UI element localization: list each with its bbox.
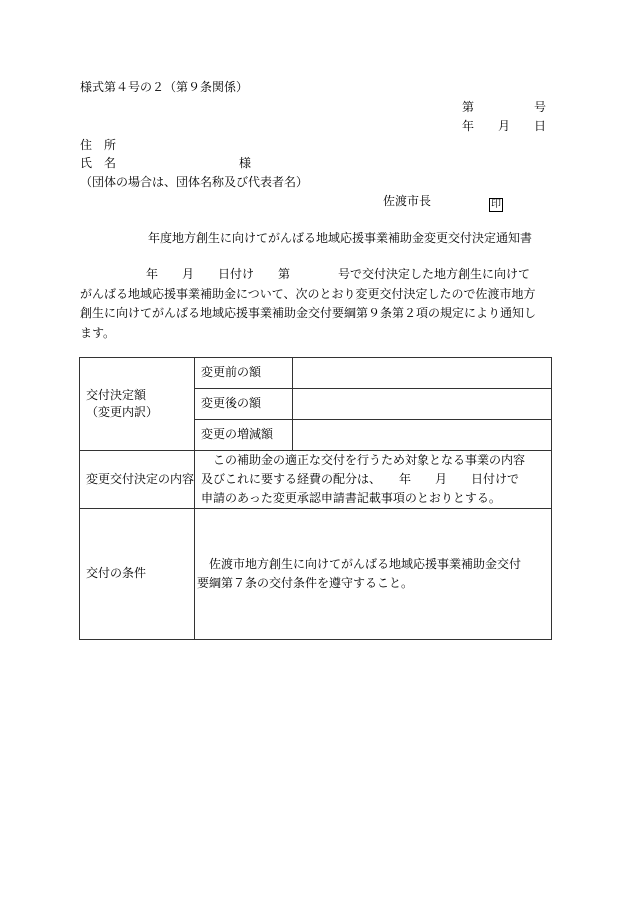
change-content-line: 及びこれに要する経費の配分は、 年 月 日付けで — [201, 472, 520, 486]
diff-amount-label: 変更の増減額 — [195, 420, 293, 451]
amount-sublabel: （変更内訳） — [86, 405, 159, 419]
amount-label: 交付決定額 — [86, 387, 147, 402]
body-line: ます。 — [80, 325, 116, 340]
before-amount-label: 変更前の額 — [195, 358, 293, 389]
condition-label: 交付の条件 — [80, 509, 195, 640]
issuer-row — [383, 193, 503, 212]
name-row — [80, 155, 251, 172]
condition-line: 要綱第７条の交付条件を遵守すること。 — [197, 576, 414, 590]
diff-amount-value — [293, 420, 552, 451]
before-amount-value — [293, 358, 552, 389]
name-label: 氏 名 — [80, 156, 117, 170]
condition-line: 佐渡市地方創生に向けてがんばる地域応援事業補助金交付 — [209, 557, 522, 571]
change-content-line: この補助金の適正な交付を行うため対象となる事業の内容 — [213, 453, 526, 467]
decision-table — [79, 357, 552, 640]
condition-cell — [195, 509, 552, 640]
document-title: 年度地方創生に向けてがんばる地域応援事業補助金変更交付決定通知書 — [148, 231, 533, 245]
amount-label-cell — [80, 358, 195, 451]
after-amount-value — [293, 389, 552, 420]
body-line: 創生に向けてがんばる地域応援事業補助金交付要綱第９条第２項の規定により通知し — [80, 306, 537, 320]
mayor-name: 佐渡市長 — [383, 194, 432, 208]
change-content-cell — [195, 451, 552, 509]
form-number: 様式第４号の２（第９条関係） — [80, 80, 249, 94]
body-line: 年 月 日付け 第 号で交付決定した地方創生に向けて — [146, 267, 531, 281]
after-amount-label: 変更後の額 — [195, 389, 293, 420]
notice-body — [80, 265, 550, 343]
change-content-label: 変更交付決定の内容 — [80, 451, 195, 509]
honorific: 様 — [239, 156, 252, 170]
address-label: 住 所 — [80, 138, 117, 152]
group-note: （団体の場合は、団体名称及び代表者名） — [80, 175, 309, 189]
body-line: がんばる地域応援事業補助金について、次のとおり変更交付決定したので佐渡市地方 — [80, 286, 536, 301]
seal-icon: 印 — [491, 199, 502, 210]
change-content-line: 申請のあった変更承認申請書記載事項のとおりとする。 — [201, 491, 501, 505]
document-date-field: 年 月 日 — [461, 119, 546, 133]
document-number-field: 第 号 — [461, 100, 546, 114]
